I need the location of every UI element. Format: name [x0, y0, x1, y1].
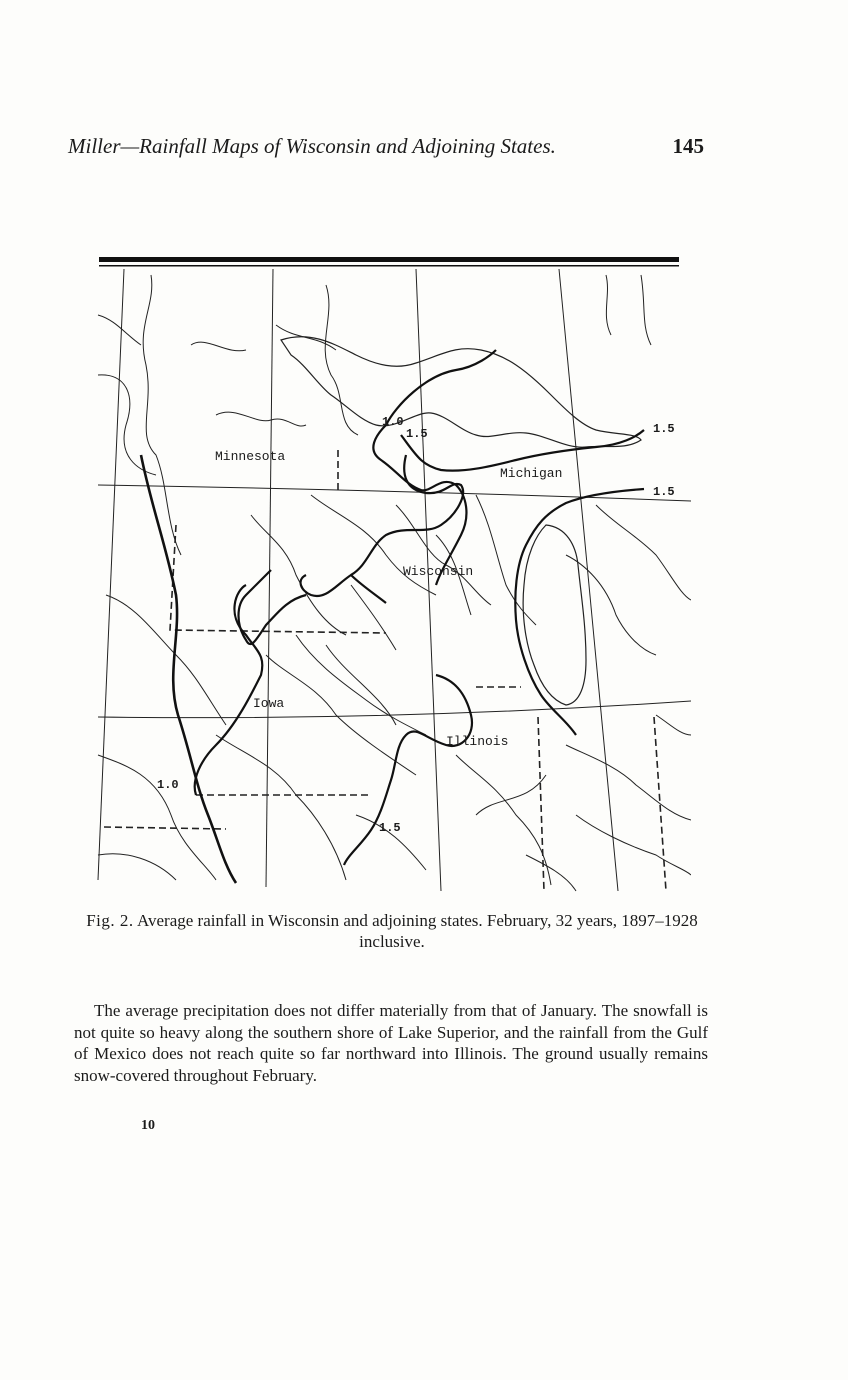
isohyet-label-superior-1-0: 1.0: [382, 415, 404, 429]
label-michigan: Michigan: [500, 466, 563, 481]
figure-caption-label: Fig. 2.: [86, 911, 134, 930]
graticule: [98, 269, 691, 891]
signature-mark: 10: [141, 1118, 155, 1133]
figure-caption: [74, 910, 710, 952]
map-top-border-thin: [99, 265, 679, 267]
running-head-title: Miller—Rainfall Maps of Wisconsin and Adjoining States.: [68, 134, 556, 158]
running-head: [68, 134, 704, 159]
rainfall-map: [96, 255, 691, 895]
isohyet-label-west-1-0: 1.0: [157, 778, 179, 792]
body-paragraph: The average precipitation does not differ materially from that of January. The snowfall is not quite so heavy along the southern shore of Lake Superior, and the rainfall from the Gulf of Mexico does not reach quite so far northward into Illinois. The ground usually remains snow-covered throughout February.: [74, 1001, 708, 1085]
rainfall-map-figure: [96, 255, 691, 895]
lake-superior-shore: [281, 337, 641, 447]
figure-caption-text: Average rainfall in Wisconsin and adjoining states. February, 32 years, 1897–1928 inclusive.: [136, 911, 698, 951]
isohyet-label-east-upper-1-5: 1.5: [653, 422, 675, 436]
rivers-and-shores: [98, 275, 691, 891]
page-number: 145: [672, 134, 704, 158]
isohyet-label-superior-1-5: 1.5: [406, 427, 428, 441]
label-minnesota: Minnesota: [215, 449, 286, 464]
label-illinois: Illinois: [446, 734, 509, 749]
isohyet-label-east-lower-1-5: 1.5: [653, 485, 675, 499]
isohyet-label-south-1-5: 1.5: [379, 821, 401, 835]
map-top-border: [99, 257, 679, 262]
label-wisconsin: Wisconsin: [403, 564, 474, 579]
label-iowa: Iowa: [253, 696, 285, 711]
